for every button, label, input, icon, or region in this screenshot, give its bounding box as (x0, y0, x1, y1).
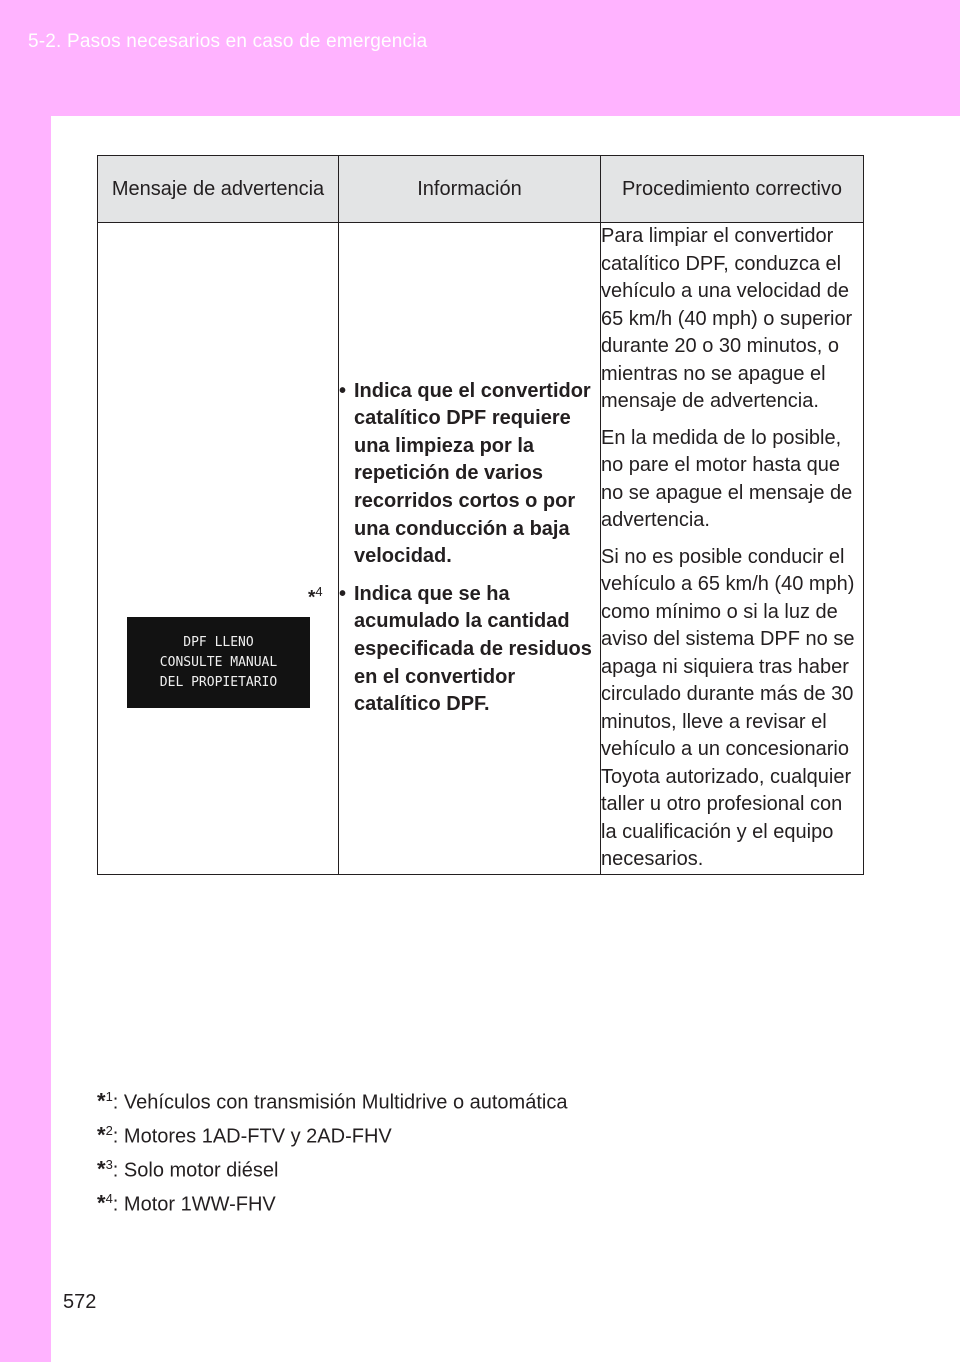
page-number: 572 (63, 1291, 97, 1313)
info-bullet (339, 378, 600, 571)
info-bullet-text: Indica que se ha acumulado la cantidad especificada de residuos en el convertidor catalítico DPF. (354, 582, 592, 716)
information-cell (339, 223, 601, 875)
header-warning-message: Mensaje de advertencia (98, 156, 339, 223)
side-band (0, 116, 51, 1362)
footnote-star: * (97, 1190, 106, 1216)
footnote-item (97, 1185, 567, 1219)
footnotes (97, 1083, 567, 1219)
footnote-star: * (97, 1122, 106, 1148)
footnote-number: 3 (105, 1157, 113, 1173)
footnote-text: : Motores 1AD-FTV y 2AD-FHV (112, 1125, 392, 1148)
procedure-paragraph: Para limpiar el convertidor catalítico DPF, conduzca el vehículo a una velocidad de 65 km/h (40 mph) o superior durante 20 o 30 minutos, o mientras no se apague el mensaje de advertencia. (601, 225, 853, 412)
section-title: 5-2. Pasos necesarios en caso de emergencia (28, 31, 428, 52)
marker-number: 4 (315, 584, 323, 599)
dpf-warning-display (127, 617, 310, 708)
footnote-text: : Motor 1WW-FHV (112, 1193, 276, 1216)
procedure-paragraph: En la medida de lo posible, no pare el motor hasta que no se apague el mensaje de advertencia. (601, 426, 853, 531)
header-information: Información (339, 156, 601, 223)
procedure-cell (601, 223, 864, 875)
footnote-number: 2 (105, 1123, 113, 1139)
bullet-icon: • (339, 582, 347, 605)
footnote-number: 1 (105, 1089, 113, 1104)
footnote-item (97, 1151, 567, 1185)
footnote-marker (308, 584, 323, 609)
warning-message-cell (98, 223, 339, 875)
footnote-text: : Solo motor diésel (112, 1159, 279, 1182)
display-line: CONSULTE MANUAL (159, 654, 278, 670)
bullet-icon: • (339, 379, 347, 402)
header-band (0, 0, 960, 116)
info-bullet-text: Indica que el convertidor catalítico DPF requiere una limpieza por la repetición de varios recorridos cortos o por una conducción a baja velocidad. (354, 379, 591, 568)
marker-star: * (308, 587, 316, 609)
procedure-paragraph: Si no es posible conducir el vehículo a 65 km/h (40 mph) como mínimo o si la luz de aviso del sistema DPF no se apaga ni siquiera tras haber circulado durante más de 30 minutos, lleve a revisar el vehículo a un concesionario Toyota autorizado, cualquier taller u otro profesional con la cualificación y el equipo necesarios. (601, 545, 855, 870)
header-corrective-procedure: Procedimiento correctivo (601, 156, 864, 223)
warning-message-table (97, 155, 864, 875)
footnote-number: 4 (105, 1191, 113, 1207)
table-row (98, 223, 864, 875)
footnote-text: : Vehículos con transmisión Multidrive o automática (112, 1091, 568, 1114)
table-header-row (98, 156, 864, 223)
info-bullet (339, 581, 600, 719)
footnote-star: * (97, 1156, 106, 1182)
footnote-item (97, 1117, 567, 1151)
display-line: DEL PROPIETARIO (159, 674, 278, 690)
display-line: DPF LLENO (183, 634, 254, 650)
footnote-star: * (97, 1088, 106, 1114)
footnote-item (97, 1083, 567, 1117)
